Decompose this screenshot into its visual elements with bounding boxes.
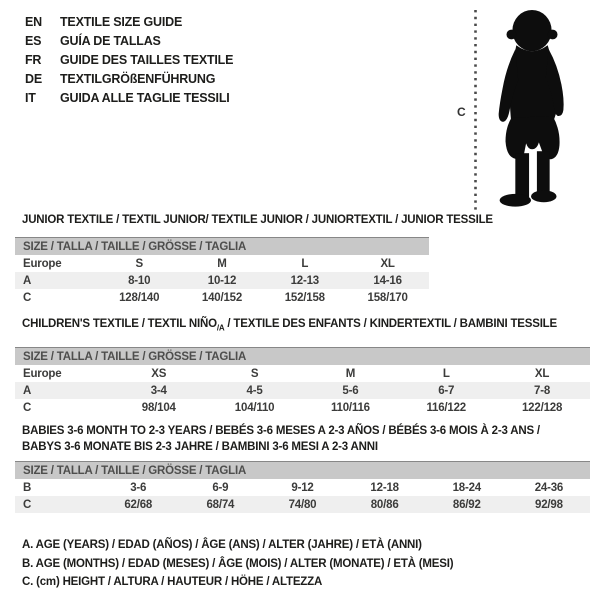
height-cell: 62/68 <box>97 496 179 513</box>
size-cell: XL <box>380 257 395 270</box>
table-row <box>15 399 590 416</box>
height-cell: 92/98 <box>508 496 590 513</box>
height-reference-figure <box>445 5 595 223</box>
language-title: GUÍA DE TALLAS <box>60 34 161 48</box>
age-cell: 3-6 <box>130 481 147 494</box>
age-cell: 7-8 <box>494 382 590 399</box>
size-cell: XS <box>151 367 167 380</box>
height-cell: 86/92 <box>426 496 508 513</box>
language-title: GUIDA ALLE TAGLIE TESSILI <box>60 91 230 105</box>
size-cell: L <box>442 367 450 380</box>
row-label: A <box>15 272 98 289</box>
junior-size-table <box>15 237 429 306</box>
children-size-table <box>15 347 590 416</box>
age-cell: 4-5 <box>207 382 303 399</box>
table-row <box>15 382 590 399</box>
table-header-bar <box>15 462 590 480</box>
height-cell: 140/152 <box>201 291 243 304</box>
height-dotted-line <box>474 8 477 214</box>
section-title-line2: BABYS 3-6 MONATE BIS 2-3 JAHRE / BAMBINI 3-6 MESI A 2-3 ANNI <box>22 441 378 453</box>
row-label: C <box>23 291 32 304</box>
language-title: TEXTILGRÖßENFÜHRUNG <box>60 72 216 86</box>
language-title: TEXTILE SIZE GUIDE <box>60 15 183 29</box>
row-label: Europe <box>23 367 62 380</box>
section-title-line1: BABIES 3-6 MONTH TO 2-3 YEARS / BEBÉS 3-6 MESES A 2-3 AÑOS / BÉBÉS 3-6 MOIS À 2-3 ANS / <box>22 425 540 437</box>
language-title: GUIDE DES TAILLES TEXTILE <box>60 53 234 67</box>
table-row <box>15 496 590 513</box>
age-cell: 12-18 <box>370 481 399 494</box>
height-cell: 122/128 <box>521 401 563 414</box>
section-title-junior: JUNIOR TEXTILE / TEXTIL JUNIOR/ TEXTILE JUNIOR / JUNIORTEXTIL / JUNIOR TESSILE <box>22 214 493 226</box>
age-cell: 8-10 <box>98 272 181 289</box>
table-header-bar <box>15 348 590 366</box>
language-code: FR <box>25 53 42 67</box>
row-label: C <box>15 496 97 513</box>
age-cell: 3-4 <box>111 382 207 399</box>
table-row <box>15 272 429 289</box>
height-cell: 104/110 <box>234 401 275 414</box>
language-code: EN <box>25 15 42 29</box>
legend-note-a: A. AGE (YEARS) / EDAD (AÑOS) / ÂGE (ANS) / ALTER (JAHRE) / ETÀ (ANNI) <box>22 539 422 551</box>
language-row <box>25 89 233 108</box>
table-row <box>15 289 429 306</box>
age-cell: 10-12 <box>181 272 264 289</box>
height-cell: 68/74 <box>179 496 261 513</box>
age-cell: 12-13 <box>263 272 346 289</box>
height-cell: 98/104 <box>141 401 176 414</box>
age-cell: 6-9 <box>212 481 229 494</box>
size-cell: L <box>301 257 309 270</box>
age-cell: 5-6 <box>302 382 398 399</box>
height-cell: 152/158 <box>284 291 325 304</box>
table-row <box>15 365 590 382</box>
table-header-label: SIZE / TALLA / TAILLE / GRÖSSE / TAGLIA <box>15 348 590 366</box>
size-cell: XL <box>534 367 550 380</box>
section-title-text: CHILDREN'S TEXTILE / TEXTIL NIÑO <box>22 318 217 330</box>
row-label: Europe <box>23 257 62 270</box>
size-cell: S <box>135 257 143 270</box>
language-code: DE <box>25 72 42 86</box>
age-cell: 18-24 <box>452 481 481 494</box>
table-header-label: SIZE / TALLA / TAILLE / GRÖSSE / TAGLIA <box>15 238 429 256</box>
legend-note-b: B. AGE (MONTHS) / EDAD (MESES) / ÂGE (MOIS) / ALTER (MONATE) / ETÀ (MESI) <box>22 557 454 570</box>
section-title-children <box>22 318 557 332</box>
height-cell: 158/170 <box>367 291 408 304</box>
section-title-subscript: /A <box>216 323 225 333</box>
section-title-babies <box>22 423 540 455</box>
height-cell: 110/116 <box>330 401 370 414</box>
language-title-list <box>25 13 233 108</box>
height-cell: 74/80 <box>261 496 343 513</box>
table-row <box>15 255 429 272</box>
height-cell: 116/122 <box>426 401 466 414</box>
language-code: ES <box>25 34 42 48</box>
language-row <box>25 51 233 70</box>
age-cell: 24-36 <box>534 481 564 494</box>
language-code: IT <box>25 91 36 105</box>
legend-notes <box>22 536 453 592</box>
size-cell: M <box>345 367 356 380</box>
height-c-label: C <box>457 105 466 119</box>
age-cell: 14-16 <box>346 272 429 289</box>
babies-size-table <box>15 461 590 513</box>
table-header-label: SIZE / TALLA / TAILLE / GRÖSSE / TAGLIA <box>15 462 590 480</box>
language-row <box>25 13 233 32</box>
language-row <box>25 70 233 89</box>
age-cell: 9-12 <box>291 481 314 494</box>
height-cell: 80/86 <box>344 496 426 513</box>
height-cell: 128/140 <box>119 291 160 304</box>
legend-note-c: C. (cm) HEIGHT / ALTURA / HAUTEUR / HÖHE / ALTEZZA <box>22 576 323 588</box>
section-title-text: / TEXTILE DES ENFANTS / KINDERTEXTIL / BAMBINI TESSILE <box>224 318 557 330</box>
row-label: B <box>23 481 32 494</box>
size-cell: M <box>217 257 227 270</box>
age-cell: 6-7 <box>398 382 494 399</box>
row-label: A <box>15 382 111 399</box>
row-label: C <box>23 401 32 414</box>
table-row <box>15 479 590 496</box>
baby-silhouette-icon <box>482 8 582 214</box>
table-header-bar <box>15 238 429 256</box>
language-row <box>25 32 233 51</box>
size-cell: S <box>250 367 259 380</box>
